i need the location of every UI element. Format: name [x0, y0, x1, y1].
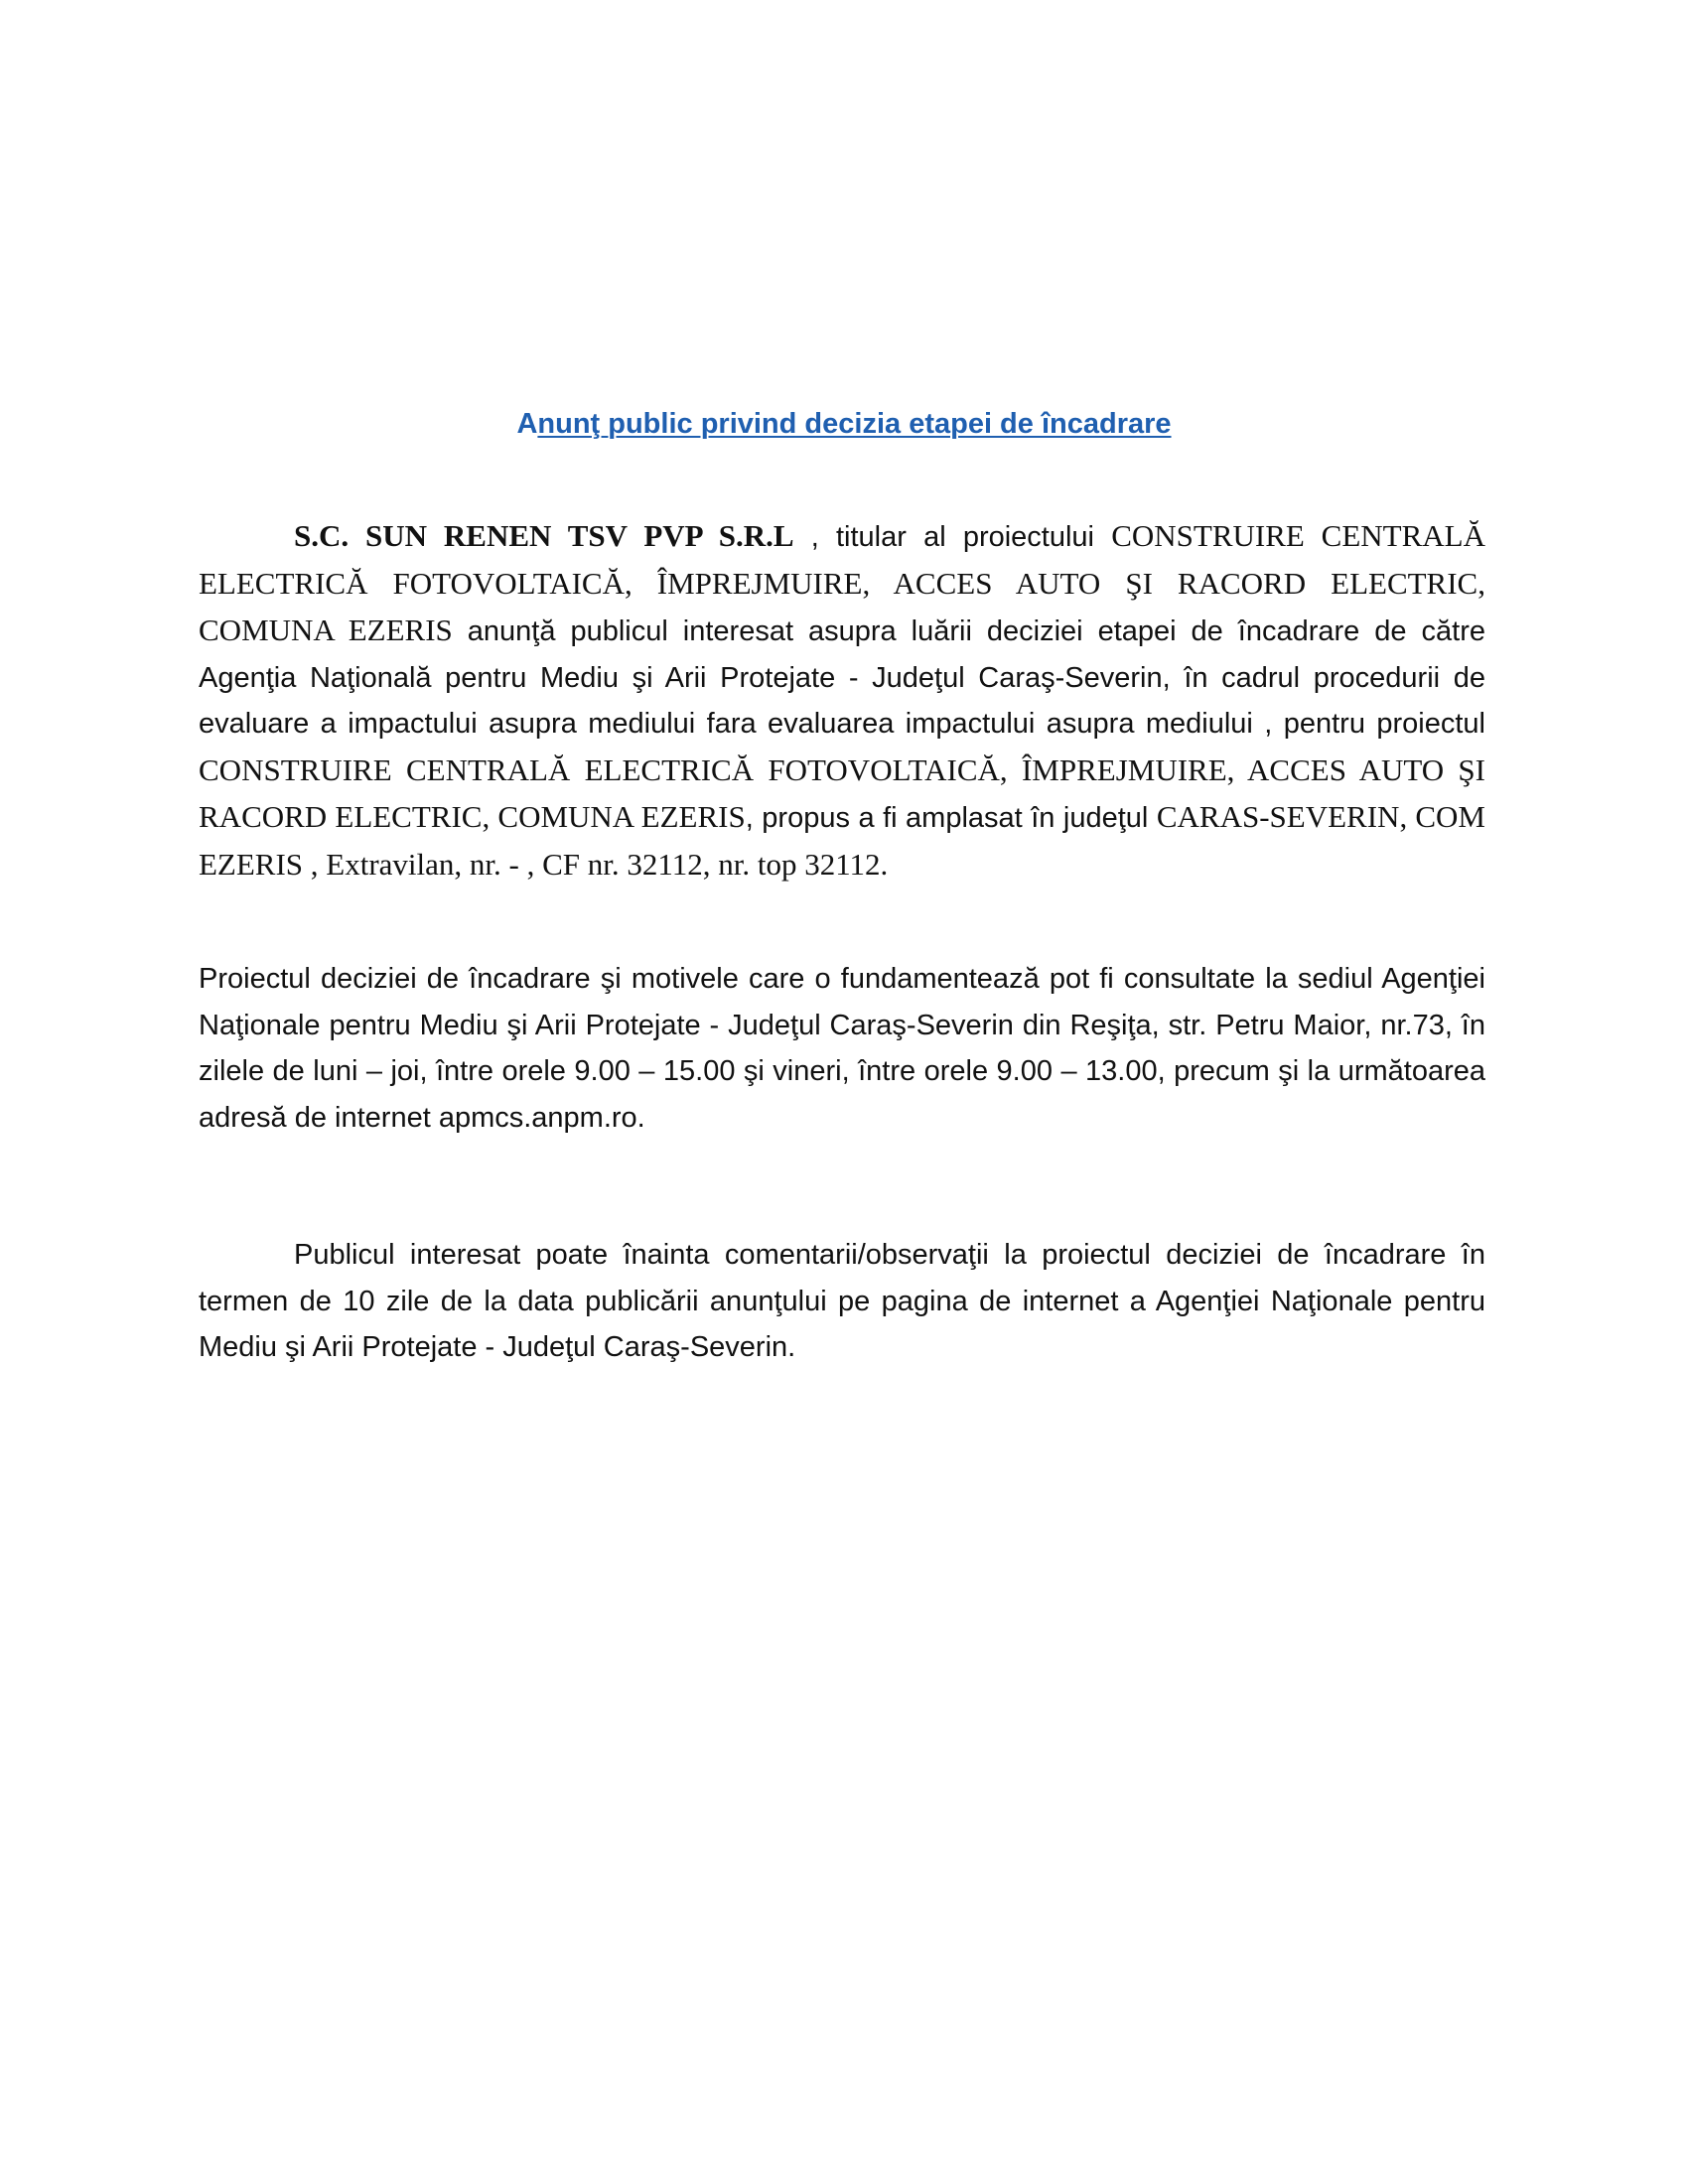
title-first-letter: A [516, 408, 538, 440]
paragraph-consultation: Proiectul deciziei de încadrare şi motivele care o fundamentează pot fi consultate la sediul Agenţiei Naţionale pentru Mediu şi Arii Protejate - Judeţul Caraş-Severin din Reşiţa, str. Petru Maior, nr.73, în zilele de luni – joi, între orele 9.00 – 15.00 şi vineri, între orele 9.00 – 13.00, precum şi la următoarea adresă de internet apmcs.anpm.ro. [199, 963, 1485, 1134]
announcement-title [199, 404, 1489, 444]
company-name: S.C. SUN RENEN TSV PVP S.R.L [294, 518, 794, 553]
paragraph-announcement [199, 513, 1485, 888]
project-name-1: CONSTRUIRE CENTRALĂ ELECTRICĂ FOTOVOLTAICĂ, ÎMPREJMUIRE, ACCES AUTO ŞI RACORD ELECTRIC, COMUNA EZERIS [199, 518, 1486, 647]
paragraph-comments: Publicul interesat poate înainta comentarii/observaţii la proiectul deciziei de încadrare în termen de 10 zile de la data publicării anunţului pe pagina de internet a Agenţiei Naţionale pentru Mediu şi Arii Protejate - Judeţul Caraş-Severin. [199, 1239, 1485, 1363]
project-location: CARAS-SEVERIN, COM EZERIS , Extravilan, nr. - , CF nr. 32112, nr. top 32112. [199, 799, 1486, 882]
paragraph1-text-a: , titular al proiectului [793, 521, 1112, 553]
paragraph1-text-b: anunţă publicul interesat asupra luării deciziei etapei de încadrare de către Agenţia Naţională pentru Mediu şi Arii Protejate - Judeţul Caraş-Severin, în cadrul procedurii de evaluare a impactului asupra mediului fara evaluarea impactului asupra mediului , pentru proiectul [199, 615, 1485, 740]
project-name-2: CONSTRUIRE CENTRALĂ ELECTRICĂ FOTOVOLTAICĂ, ÎMPREJMUIRE, ACCES AUTO ŞI RACORD ELECTRIC, COMUNA EZERIS [199, 751, 1485, 834]
title-link[interactable]: nunţ public privind decizia etapei de încadrare [537, 408, 1172, 440]
paragraph1-text-c: , propus a fi amplasat în judeţul [745, 802, 1157, 834]
